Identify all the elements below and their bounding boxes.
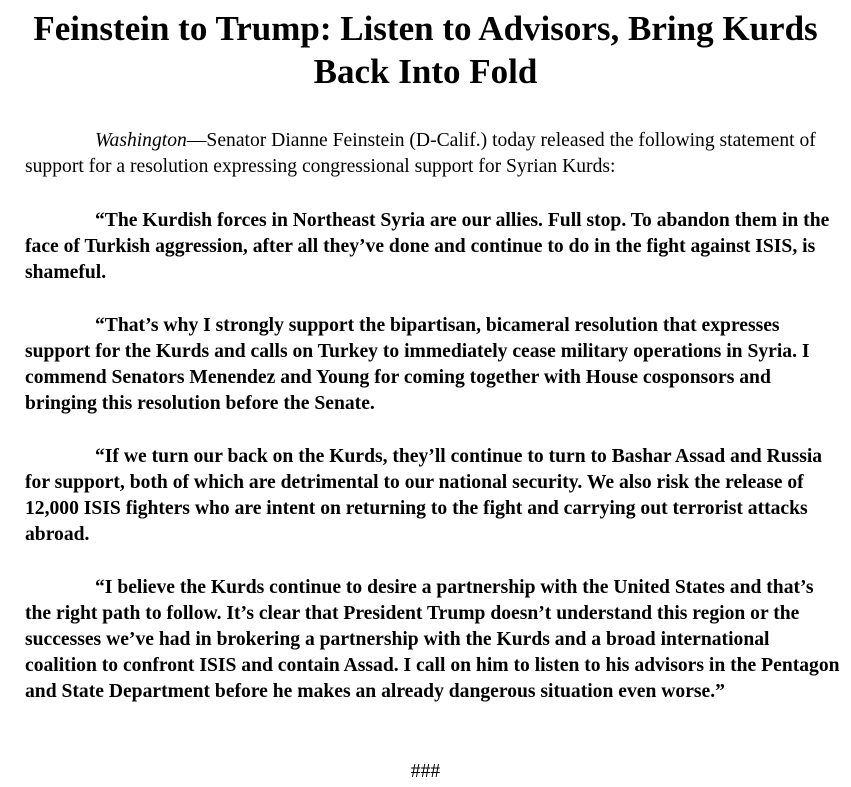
- intro-text: —Senator Dianne Feinstein (D-Calif.) today released the following statement of support for a resolution expressing congressional support for Syrian Kurds:: [25, 130, 816, 177]
- quote-paragraph-4: “I believe the Kurds continue to desire a partnership with the United States and that’s the right path to follow. It’s clear that President Trump doesn’t understand this region or the successes we’ve had in brokering a partnership with the Kurds and a broad international coalition to confront ISIS and contain Assad. I call on him to listen to his advisors in the Pentagon and State Department before he makes an already dangerous situation even worse.”: [25, 577, 840, 702]
- dateline: Washington: [95, 130, 187, 151]
- quote-paragraph-2: “That’s why I strongly support the bipartisan, bicameral resolution that expresses support for the Kurds and calls on Turkey to immediately cease military operations in Syria. I commend Senators Menendez and Young for coming together with House cosponsors and bringing this resolution before the Senate.: [25, 315, 810, 414]
- headline: Feinstein to Trump: Listen to Advisors, Bring Kurds Back Into Fold: [33, 9, 818, 91]
- quote-paragraph-3: “If we turn our back on the Kurds, they’ll continue to turn to Bashar Assad and Russia for support, both of which are detrimental to our national security. We also risk the release of 12,000 ISIS fighters who are intent on returning to the fight and carrying out terrorist attacks abroad.: [25, 446, 823, 545]
- intro-paragraph: [25, 128, 843, 180]
- quote-paragraph-1: “The Kurdish forces in Northeast Syria are our allies. Full stop. To abandon them in the face of Turkish aggression, after all they’ve done and continue to do in the fight against ISIS, is shameful.: [25, 210, 830, 283]
- end-mark: ###: [410, 761, 441, 782]
